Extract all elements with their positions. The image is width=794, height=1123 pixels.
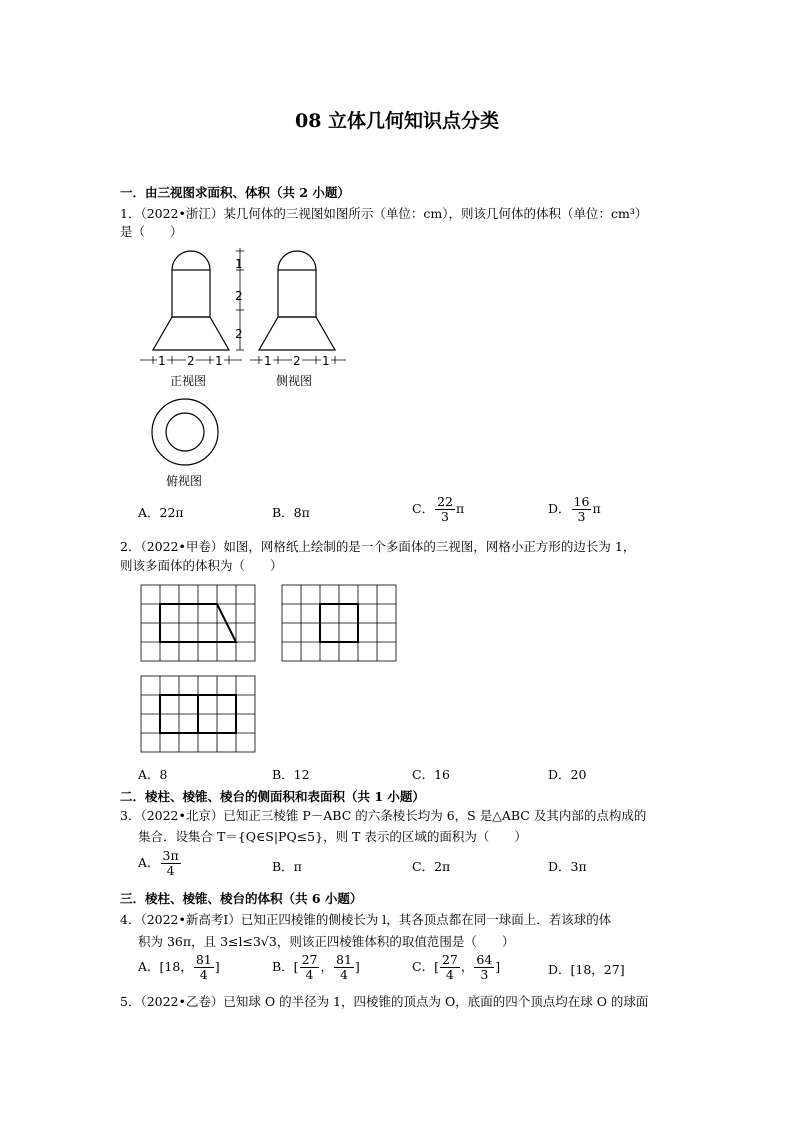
q3-option-a: A． $\frac{3\pi}{4}$ <box>138 848 179 878</box>
question-5-line-1: 5．（2022•乙卷）已知球 O 的半径为 1，四棱锥的顶点为 O，底面的四个顶点均在球 O 的球面 <box>120 994 649 1009</box>
dim-h-side-3: 1 <box>322 354 330 368</box>
question-1-line-2: 是（ ） <box>120 224 183 239</box>
dim-h-front-1: 1 <box>158 354 166 368</box>
section-heading-1: 一．由三视图求面积、体积（共 2 小题） <box>120 185 350 200</box>
question-3-line-1: 3．（2022•北京）已知正三棱锥 P－ABC 的六条棱长均为 6，S 是△ABC 及其内部的点构成的 <box>120 808 647 823</box>
section-heading-2: 二．棱柱、棱锥、棱台的侧面积和表面积（共 1 小题） <box>120 789 425 804</box>
dim-h-side-1: 1 <box>264 354 272 368</box>
q3-option-c: C．2π <box>412 859 451 874</box>
dim-v-1: 1 <box>235 257 243 271</box>
q2-option-a: A．8 <box>138 767 168 782</box>
side-view-drawing <box>259 251 335 350</box>
front-view-label: 正视图 <box>170 374 207 388</box>
front-view-drawing <box>153 251 229 350</box>
question-3-line-2: 集合．设集合 T＝{Q∈S|PQ≤5}，则 T 表示的区域的面积为（ ） <box>138 829 527 844</box>
grid-view-1 <box>140 584 260 664</box>
q3-option-d: D．3π <box>548 859 587 874</box>
question-4-line-1: 4．（2022•新高考Ⅰ）已知正四棱锥的侧棱长为 l，其各顶点都在同一球面上．若该球的体 <box>120 912 612 927</box>
dim-v-2: 2 <box>235 289 243 303</box>
question-2-line-1: 2．（2022•甲卷）如图，网格纸上绘制的是一个多面体的三视图，网格小正方形的边长为 1， <box>120 539 636 554</box>
top-view-label: 俯视图 <box>166 474 203 488</box>
q1-option-b: B．8π <box>272 505 310 520</box>
grid-view-3 <box>140 675 260 755</box>
top-view-drawing <box>152 399 218 465</box>
dim-h-front-2: 2 <box>187 354 195 368</box>
section-heading-3: 三．棱柱、棱锥、棱台的体积（共 6 小题） <box>120 891 363 906</box>
dim-h-side-2: 2 <box>293 354 301 368</box>
q4-option-d: D．[18，27] <box>548 962 625 977</box>
question-2-line-2: 则该多面体的体积为（ ） <box>120 558 283 573</box>
q1-option-c: C． $\frac{22}{3}$ π <box>412 494 465 524</box>
page-title: 08 立体几何知识点分类 <box>294 110 500 132</box>
q3-option-b: B．π <box>272 859 302 874</box>
q4-option-a: A．[18， $\frac{81}{4}$ ] <box>138 952 220 982</box>
q4-option-b: B．[ $\frac{27}{4}$ ， $\frac{81}{4}$ ] <box>272 952 360 982</box>
q4-option-c: C．[ $\frac{27}{4}$ ， $\frac{64}{3}$ ] <box>412 952 501 982</box>
q1-option-a: A．22π <box>138 505 184 520</box>
q2-option-c: C．16 <box>412 767 450 782</box>
three-view-figure-q1 <box>130 244 360 494</box>
q2-option-b: B．12 <box>272 767 310 782</box>
q2-option-d: D．20 <box>548 767 587 782</box>
dim-h-front-3: 1 <box>215 354 223 368</box>
question-1-line-1: 1．（2022•浙江）某几何体的三视图如图所示（单位：cm），则该几何体的体积（单位：cm³） <box>120 206 648 221</box>
dim-v-3: 2 <box>235 327 243 341</box>
grid-view-2 <box>281 584 401 664</box>
side-view-label: 侧视图 <box>276 374 313 388</box>
question-4-line-2: 积为 36π，且 3≤l≤3√3，则该正四棱锥体积的取值范围是（ ） <box>138 934 515 949</box>
q1-option-d: D． $\frac{16}{3}$ π <box>548 494 601 524</box>
